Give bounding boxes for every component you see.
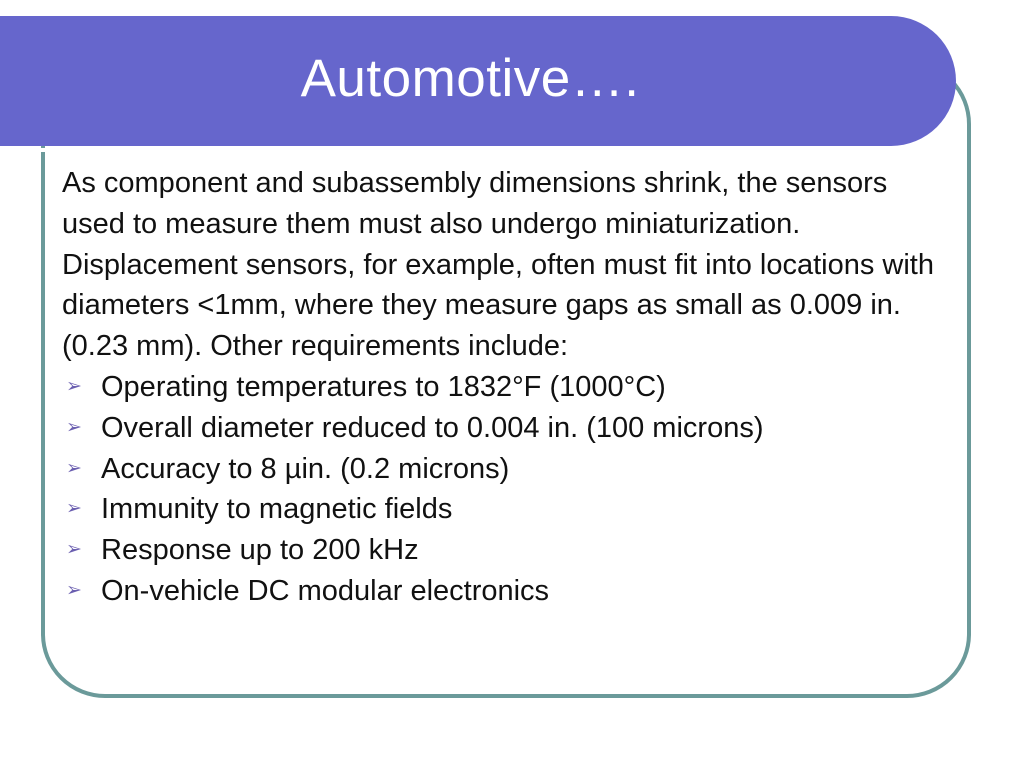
bullet-item [62, 367, 952, 408]
bullet-text: Operating temperatures to 1832°F (1000°C) [101, 370, 666, 403]
bullet-item [62, 408, 952, 449]
title-underline [0, 148, 866, 152]
bullet-item [62, 530, 952, 571]
slide-body [62, 163, 952, 612]
bullet-item [62, 449, 952, 490]
bullet-text: Immunity to magnetic fields [101, 493, 453, 526]
arrow-right-icon: ➢ [66, 457, 82, 479]
bullet-item [62, 571, 952, 612]
bullet-text: On-vehicle DC modular electronics [101, 574, 550, 607]
bullet-item [62, 489, 952, 530]
arrow-right-icon: ➢ [66, 579, 82, 601]
intro-paragraph: As component and subassembly dimensions shrink, the sensors used to measure them must also undergo miniaturization. Displacement sensors, for example, often must fit into locations with diameters <1mm, where they measure gaps as small as 0.009 in. (0.23 mm). Other requirements include: [62, 167, 934, 363]
bullet-text: Response up to 200 kHz [101, 534, 419, 567]
bullet-text: Accuracy to 8 µin. (0.2 microns) [101, 452, 510, 485]
arrow-right-icon: ➢ [66, 416, 82, 438]
slide-title: Automotive…. [300, 49, 640, 108]
arrow-right-icon: ➢ [66, 539, 82, 561]
arrow-right-icon: ➢ [66, 498, 82, 520]
bullet-list [62, 367, 952, 612]
arrow-right-icon: ➢ [66, 375, 82, 397]
bullet-text: Overall diameter reduced to 0.004 in. (100 microns) [101, 411, 764, 444]
